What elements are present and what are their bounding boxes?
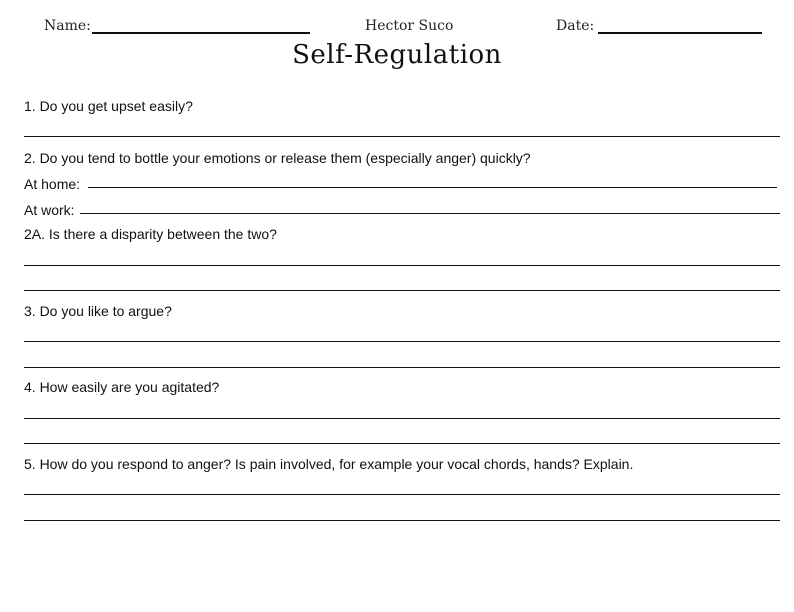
page-title: Self-Regulation [292,40,502,70]
at-home-line[interactable] [88,187,777,188]
name-field[interactable] [92,32,310,34]
answer-line-5-1[interactable] [24,494,780,495]
question-2a: 2A. Is there a disparity between the two? [24,226,277,242]
answer-line-4-1[interactable] [24,418,780,419]
answer-line-4-2[interactable] [24,443,780,444]
at-home-label: At home: [24,176,81,192]
at-work-label: At work: [24,202,75,218]
answer-line-2a-1[interactable] [24,265,780,266]
date-field[interactable] [598,32,762,34]
question-3: 3. Do you like to argue? [24,303,172,319]
question-2: 2. Do you tend to bottle your emotions or release them (especially anger) quickly? [24,150,531,166]
question-5: 5. How do you respond to anger? Is pain involved, for example your vocal chords, hands? Explain. [24,456,634,472]
answer-line-2a-2[interactable] [24,290,780,291]
answer-line-1[interactable] [24,136,780,137]
question-4: 4. How easily are you agitated? [24,379,220,395]
answer-line-3-2[interactable] [24,367,780,368]
answer-line-5-2[interactable] [24,520,780,521]
question-1: 1. Do you get upset easily? [24,98,193,114]
name-label: Name: [44,18,91,34]
author-name: Hector Suco [365,18,454,34]
date-label: Date: [556,18,595,34]
at-work-line[interactable] [80,213,780,214]
answer-line-3-1[interactable] [24,341,780,342]
